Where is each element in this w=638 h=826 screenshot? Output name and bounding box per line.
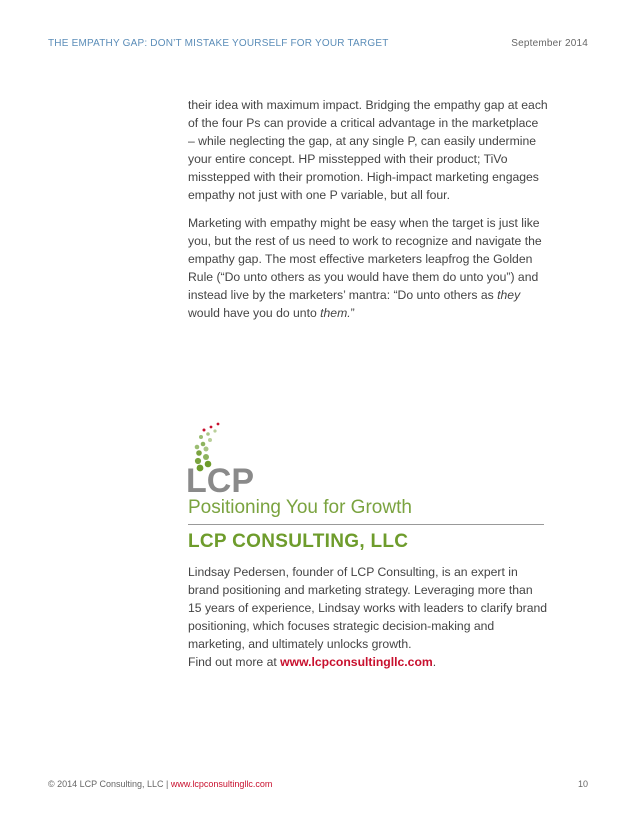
page-header	[48, 38, 588, 49]
page-footer	[48, 779, 588, 789]
divider	[188, 524, 544, 525]
website-link[interactable]: www.lcpconsultingllc.com	[280, 655, 433, 669]
footer-credit	[48, 779, 272, 789]
company-name: LCP CONSULTING, LLC	[188, 531, 409, 552]
svg-text:LCP: LCP	[186, 462, 254, 496]
lcp-logo-mark-icon	[186, 420, 276, 496]
document-title: THE EMPATHY GAP: DON’T MISTAKE YOURSELF FOR YOUR TARGET	[48, 38, 389, 49]
paragraph-2: Marketing with empathy might be easy when the target is just like you, but the rest of us need to work to recognize and navigate the empathy gap. The most effective marketers leapfrog the Golden Rule (“Do unto others as you would have them do unto you”) and instead live by the marketers’ mantra: “Do unto others as they would have you do unto them.”	[188, 216, 542, 320]
body-text	[188, 96, 548, 332]
lcp-logo	[186, 420, 276, 496]
document-date: September 2014	[511, 38, 588, 49]
page-number: 10	[577, 779, 588, 789]
copyright-text: © 2014 LCP Consulting, LLC |	[48, 779, 171, 789]
tagline: Positioning You for Growth	[188, 497, 412, 518]
company-bio: Lindsay Pedersen, founder of LCP Consulting, is an expert in brand positioning and marketing strategy. Leveraging more than 15 years of experience, Lindsay works with leaders to clarify brand positioning, which focuses strategic decision-making and marketing, and ultimately unlocks growth. Find out more at www.lcpconsultingllc.com.	[188, 565, 548, 669]
footer-website-link[interactable]: www.lcpconsultingllc.com	[170, 779, 273, 789]
paragraph-1: their idea with maximum impact. Bridging the empathy gap at each of the four Ps can provide a critical advantage in the marketplace – while neglecting the gap, at any single P, can easily undermine your entire concept. HP misstepped with their product; TiVo misstepped with their promotion. High-impact marketing engages empathy not just with one P variable, but all four.	[188, 98, 548, 202]
